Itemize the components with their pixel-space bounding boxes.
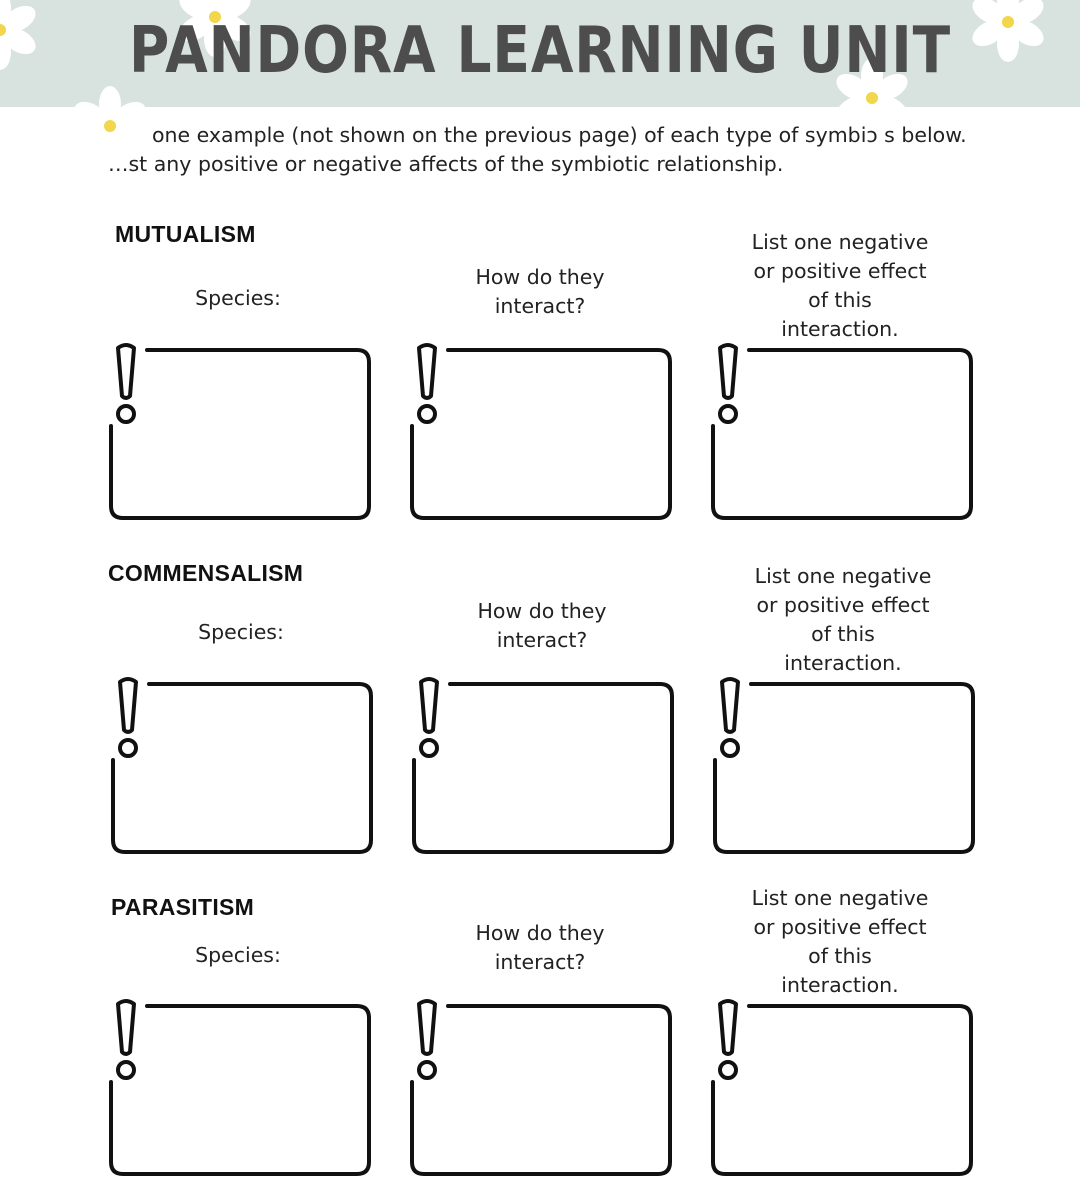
species-label-text: Species: <box>195 943 281 967</box>
species-label <box>138 284 338 313</box>
exclamation-mark-icon <box>720 1001 736 1078</box>
effect-label-line: or positive effect <box>753 915 927 939</box>
effect-label-line: interaction. <box>784 651 902 675</box>
answer-box-effect[interactable] <box>709 998 977 1178</box>
species-label <box>138 941 338 970</box>
effect-label-line: interaction. <box>781 317 899 341</box>
effect-label-line: of this <box>808 944 872 968</box>
daisy-flower-icon <box>0 0 40 70</box>
effect-label <box>728 562 958 678</box>
species-label <box>141 618 341 647</box>
exclamation-mark-icon <box>720 345 736 422</box>
exclamation-mark-icon <box>118 1001 134 1078</box>
section-title-mutualism: MUTUALISM <box>115 221 256 247</box>
effect-label <box>725 884 955 1000</box>
effect-label-line: or positive effect <box>756 593 930 617</box>
exclamation-mark-icon <box>419 1001 435 1078</box>
answer-box-interaction[interactable] <box>410 676 678 856</box>
header-band <box>0 0 1080 107</box>
interact-label <box>442 597 642 655</box>
interact-label-line: interact? <box>494 950 586 974</box>
exclamation-mark-icon <box>120 679 136 756</box>
answer-box-interaction[interactable] <box>408 998 676 1178</box>
interact-label-line: interact? <box>494 294 586 318</box>
exclamation-mark-icon <box>722 679 738 756</box>
section-title-parasitism: PARASITISM <box>111 894 255 920</box>
instructions-line-2: …st any positive or negative affects of the symbiotic relationship. <box>108 152 784 176</box>
interact-label-line: How do they <box>477 599 607 623</box>
interact-label-line: How do they <box>475 265 605 289</box>
answer-box-species[interactable] <box>107 998 375 1178</box>
effect-label-line: of this <box>811 622 875 646</box>
answer-box-species[interactable] <box>109 676 377 856</box>
interact-label-line: interact? <box>496 628 588 652</box>
exclamation-mark-icon <box>118 345 134 422</box>
effect-label-line: List one negative <box>751 230 929 254</box>
species-label-text: Species: <box>198 620 284 644</box>
exclamation-mark-icon <box>419 345 435 422</box>
effect-label-line: or positive effect <box>753 259 927 283</box>
effect-label-line: interaction. <box>781 973 899 997</box>
exclamation-mark-icon <box>421 679 437 756</box>
answer-box-effect[interactable] <box>711 676 979 856</box>
answer-box-interaction[interactable] <box>408 342 676 522</box>
effect-label <box>725 228 955 344</box>
effect-label-line: List one negative <box>754 564 932 588</box>
section-title-commensalism: COMMENSALISM <box>108 560 304 586</box>
interact-label-line: How do they <box>475 921 605 945</box>
interact-label <box>440 919 640 977</box>
page-title: PANDORA LEARNING UNIT <box>129 14 951 88</box>
answer-box-species[interactable] <box>107 342 375 522</box>
interact-label <box>440 263 640 321</box>
species-label-text: Species: <box>195 286 281 310</box>
instructions <box>108 121 988 179</box>
answer-box-effect[interactable] <box>709 342 977 522</box>
instructions-line-1: one example (not shown on the previous page) of each type of symbiɔ s below. <box>152 123 967 147</box>
effect-label-line: of this <box>808 288 872 312</box>
effect-label-line: List one negative <box>751 886 929 910</box>
